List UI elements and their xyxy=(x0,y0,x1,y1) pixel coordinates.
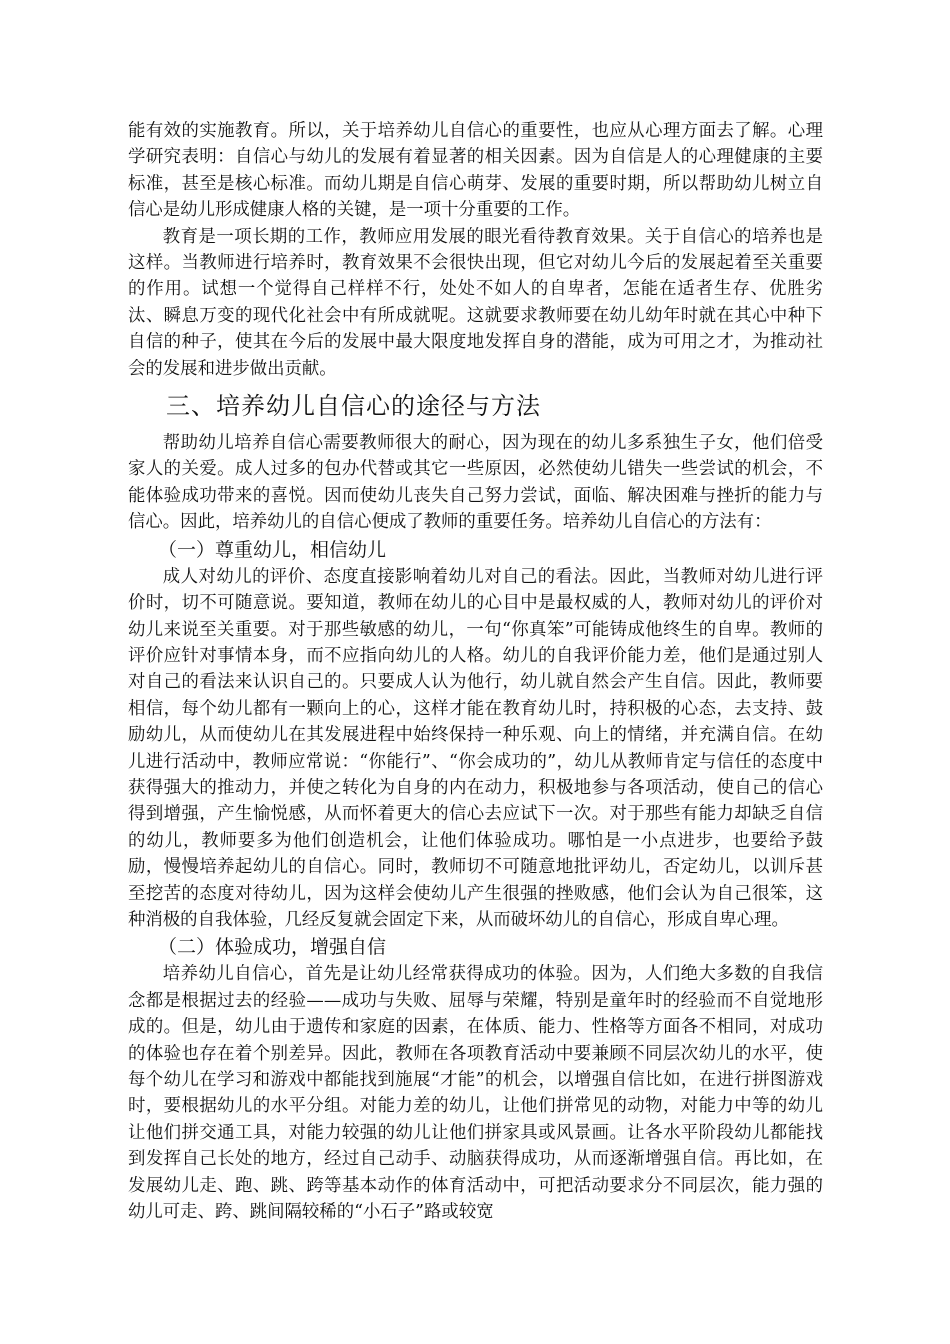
subheading-respect-children: （一）尊重幼儿，相信幼儿 xyxy=(158,538,387,561)
paragraph-experience-success: 培养幼儿自信心，首先是让幼儿经常获得成功的体验。因为，人们绝大多数的自我信念都是根据过去的经验——成功与失败、屈辱与荣耀，特别是童年时的经验而不自觉地形成的。但是，幼儿由于遗传和家庭的因素，在体质、能力、性格等方面各不相同，对成功的体验也存在着个别差异。因此，教师在各项教育活动中要兼顾不同层次幼儿的水平，使每个幼儿在学习和游戏中都能找到施展“才能”的机会，以增强自信比如，在进行拼图游戏时，要根据幼儿的水平分组。对能力差的幼儿，让他们拼常见的动物，对能力中等的幼儿让他们拼交通工具，对能力较强的幼儿让他们拼家具或风景画。让各水平阶段幼儿都能找到发挥自己长处的地方，经过自己动手、动脑获得成功，从而逐渐增强自信。再比如，在发展幼儿走、跑、跳、跨等基本动作的体育活动中，可把活动要求分不同层次，能力强的幼儿可走、跨、跳间隔较稀的“小石子”路或较宽 xyxy=(128,964,823,1223)
section-heading-methods: 三、培养幼儿自信心的途径与方法 xyxy=(166,392,541,421)
paragraph-importance-psychology: 能有效的实施教育。所以，关于培养幼儿自信心的重要性，也应从心理方面去了解。心理学研究表明：自信心与幼儿的发展有着显著的相关因素。因为自信是人的心理健康的主要标准，甚至是核心标准。而幼儿期是自信心萌芽、发展的重要时期，所以帮助幼儿树立自信心是幼儿形成健康人格的关键，是一项十分重要的工作。 xyxy=(128,121,823,221)
subheading-experience-success: （二）体验成功，增强自信 xyxy=(158,936,387,959)
paragraph-respect-children: 成人对幼儿的评价、态度直接影响着幼儿对自己的看法。因此，当教师对幼儿进行评价时，切不可随意说。要知道，教师在幼儿的心目中是最权威的人，教师对幼儿的评价对幼儿来说至关重要。对于那些敏感的幼儿，一句“你真笨”可能铸成他终生的自卑。教师的评价应针对事情本身，而不应指向幼儿的人格。幼儿的自我评价能力差，他们是通过别人对自己的看法来认识自己的。只要成人认为他行，幼儿就自然会产生自信。因此，教师要相信，每个幼儿都有一颗向上的心，这样才能在教育幼儿时，持积极的心态，去支持、鼓励幼儿，从而使幼儿在其发展进程中始终保持一种乐观、向上的情绪，并充满自信。在幼儿进行活动中，教师应常说：“你能行”、“你会成功的”，幼儿从教师肯定与信任的态度中获得强大的推动力，并使之转化为自身的内在动力，积极地参与各项活动，使自己的信心得到增强，产生愉悦感，从而怀着更大的信心去应试下一次。对于那些有能力却缺乏自信的幼儿，教师要多为他们创造机会，让他们体验成功。哪怕是一小点进步，也要给予鼓励，慢慢培养起幼儿的自信心。同时，教师切不可随意地批评幼儿，否定幼儿，以训斥甚至挖苦的态度对待幼儿，因为这样会使幼儿产生很强的挫败感，他们会认为自己很笨，这种消极的自我体验，几经反复就会固定下来，从而破坏幼儿的自信心，形成自卑心理。 xyxy=(128,566,823,930)
paragraph-long-term-education: 教育是一项长期的工作，教师应用发展的眼光看待教育效果。关于自信心的培养也是这样。当教师进行培养时，教育效果不会很快出现，但它对幼儿今后的发展起着至关重要的作用。试想一个觉得自己样样不行，处处不如人的自卑者，怎能在适者生存、优胜劣汰、瞬息万变的现代化社会中有所成就呢。这就要求教师要在幼儿幼年时就在其心中种下自信的种子，使其在今后的发展中最大限度地发挥自身的潜能，成为可用之才，为推动社会的发展和进步做出贡献。 xyxy=(128,226,823,379)
document-page xyxy=(128,118,823,1225)
paragraph-methods-intro: 帮助幼儿培养自信心需要教师很大的耐心，因为现在的幼儿多系独生子女，他们倍受家人的关爱。成人过多的包办代替或其它一些原因，必然使幼儿错失一些尝试的机会，不能体验成功带来的喜悦。因而使幼儿丧失自己努力尝试，面临、解决困难与挫折的能力与信心。因此，培养幼儿的自信心便成了教师的重要任务。培养幼儿自信心的方法有： xyxy=(128,433,823,533)
